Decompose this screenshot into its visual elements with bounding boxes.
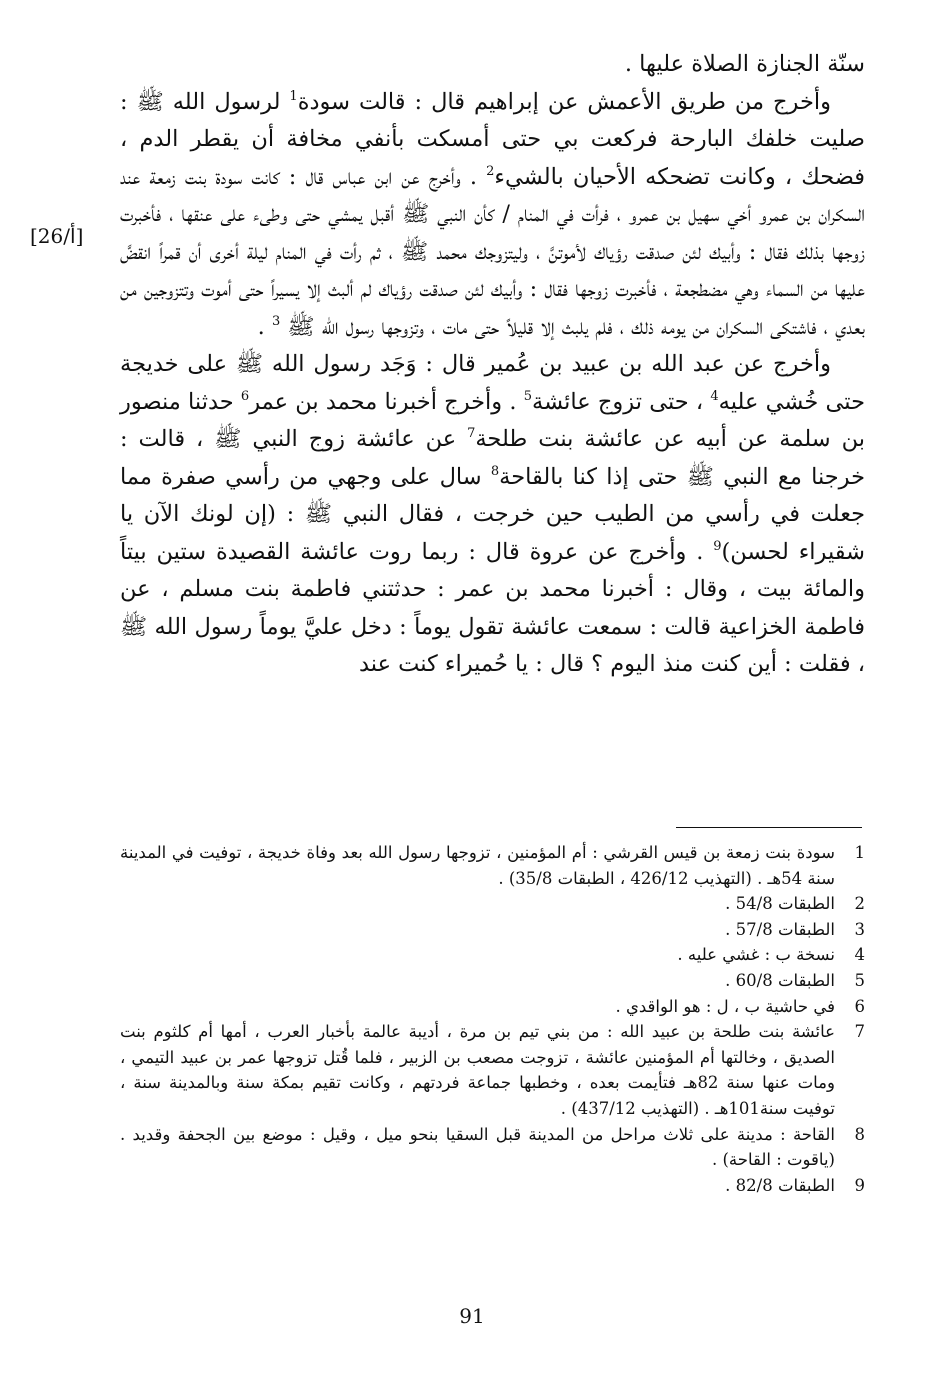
- footnote-text: الطبقات 82/8 .: [725, 1175, 835, 1195]
- text-run: . وأخرج عن عروة قال : ربما روت عائشة القصيدة ستين بيتاً والمائة بيت ، وقال : أخبرنا محمد بن عمر : حدثتني فاطمة بنت مسلم ، عن فاطمة الخزاعية قالت : سمعت عائشة تقول يوماً : دخل عليَّ يوماً رسول الله ﷺ ، فقلت : أين كنت منذ اليوم ؟ قال : يا حُميراء كنت عند: [120, 538, 865, 677]
- footnote-number: 2: [854, 894, 865, 914]
- footnote-number: 7: [854, 1022, 865, 1042]
- footnote-text: في حاشية ب ، ل : هو الواقدي .: [615, 996, 835, 1016]
- footnote-text: الطبقات 60/8 .: [725, 970, 835, 990]
- footnote-number: 5: [854, 970, 865, 990]
- footnote-ref-6[interactable]: 6: [240, 388, 250, 404]
- footnote-9: [120, 1173, 865, 1199]
- text-run: ، حتى تزوج عائشة: [532, 388, 711, 415]
- footnote-text: الطبقات 54/8 .: [725, 894, 835, 914]
- footnote-number: 3: [854, 919, 865, 939]
- footnote-number: 1: [854, 843, 865, 862]
- footnote-ref-9[interactable]: 9: [713, 538, 722, 554]
- main-text: [120, 46, 865, 684]
- footnote-ref-4[interactable]: 4: [710, 388, 719, 404]
- footnote-text: القاحة : مدينة على ثلاث مراحل من المدينة قبل السقيا بنحو ميل ، وقيل : موضع بين الجحفة وقديد . (ياقوت : القاحة) .: [120, 1124, 835, 1170]
- page-number: 91: [459, 1304, 485, 1328]
- text-run: لرسول الله ﷺ : صليت خلفك البارحة فركعت بي حتى أمسكت بأنفي مخافة أن يقطر الدم ، فضحك ، وكانت تضحكه الأحيان بالشيء: [120, 88, 866, 190]
- footnote-text: نسخة ب : غشي عليه .: [677, 945, 835, 965]
- footnotes: [120, 840, 865, 1198]
- footnote-text: سودة بنت زمعة بن قيس القرشي : أم المؤمنين ، تزوجها رسول الله بعد وفاة خديجة ، توفيت في المدينة سنة 54هـ . (التهذيب 426/12 ، الطبقات 35/8) .: [120, 843, 835, 888]
- footnote-4: [120, 942, 865, 968]
- footnote-6: [120, 994, 865, 1020]
- footnote-separator: [676, 827, 862, 828]
- footnote-ref-1[interactable]: 1: [289, 88, 298, 104]
- text-run: عن عائشة زوج النبي ﷺ ، قالت : خرجنا مع النبي ﷺ حتى إذا كنا بالقاحة: [120, 426, 865, 490]
- text-run: وأخرج من طريق الأعمش عن إبراهيم قال : قالت سودة: [297, 88, 831, 115]
- text-run: . وأخرج عن ابن عباس قال : كانت سودة بنت زمعة عند السكران بن عمرو أخي سهيل بن عمرو ، فرأت في المنام / كأن النبي ﷺ أقبل يمشي حتى وطىء على عنقها ، فأخبرت زوجها بذلك فقال : وأبيك لئن صدقت رؤياك لأموتنَّ ، وليتزوجك محمد ﷺ ، ثم رأت في المنام ليلة أخرى أن قمراً انقضَّ عليها من السماء وهي مضطجعة ، فأخبرت زوجها فقال : وأبيك لئن صدقت رؤياك لم ألبث إلا يسيراً حتى أموت وتتزوجين من بعدي ، فاشتكى السكران من يومه ذلك ، فلم يلبث إلا قليلاً حتى مات ، وتزوجها رسول الله ﷺ: [120, 163, 865, 340]
- paragraph-2: [120, 346, 865, 684]
- footnote-ref-7[interactable]: 7: [467, 426, 476, 441]
- paragraph-1: [120, 84, 865, 347]
- text-run: . وأخرج أخبرنا محمد بن عمر: [249, 388, 524, 415]
- footnote-7: [120, 1019, 865, 1121]
- footnote-ref-8[interactable]: 8: [490, 463, 500, 479]
- footnote-text: الطبقات 57/8 .: [725, 919, 835, 939]
- text-run: حدثنا منصور بن سلمة عن أبيه عن عائشة بنت طلحة: [120, 388, 865, 452]
- text-run: وأخرج عن عبد الله بن عبيد بن عُمير قال : وَجَد رسول الله ﷺ على خديجة حتى خُشي عليه: [120, 351, 865, 415]
- paragraph-0: سنّة الجنازة الصلاة عليها .: [624, 51, 865, 77]
- footnote-2: [120, 891, 865, 917]
- text-run: .: [257, 313, 272, 340]
- footnote-3: [120, 917, 865, 943]
- footnote-number: 9: [854, 1175, 865, 1195]
- footnote-1: [120, 840, 865, 891]
- footnote-number: 8: [854, 1124, 865, 1144]
- text-run: سال على وجهي من رأسي صفرة مما جعلت في رأسي من الطيب حين خرجت ، فقال النبي ﷺ : (إن لونك الآن يا شقيراء لحسن): [120, 463, 865, 565]
- footnote-8: [120, 1122, 865, 1173]
- manuscript-folio-ref: [26/أ]: [30, 224, 84, 248]
- footnote-ref-5[interactable]: 5: [523, 388, 533, 404]
- footnote-ref-2[interactable]: 2: [486, 163, 495, 179]
- footnote-ref-3[interactable]: 3: [271, 313, 281, 329]
- footnote-number: 6: [854, 996, 865, 1016]
- footnote-text: عائشة بنت طلحة بن عبيد الله : من بني تيم بن مرة ، أديبة عالمة بأخبار العرب ، أمها أم كلثوم بنت الصديق ، وخالتها أم المؤمنين عائشة ، تزوجت مصعب بن الزبير ، فلما قُتل تزوجها عمر بن عبيد التيمي ، ومات عنها سنة 82هـ فتأيمت بعده ، وخطبها جماعة فردتهم ، وكانت تقيم بمكة سنة وبالمدينة سنة ، توفيت سنة101هـ . (التهذيب 437/12) .: [120, 1022, 835, 1118]
- footnote-5: [120, 968, 865, 994]
- footnote-number: 4: [854, 945, 865, 965]
